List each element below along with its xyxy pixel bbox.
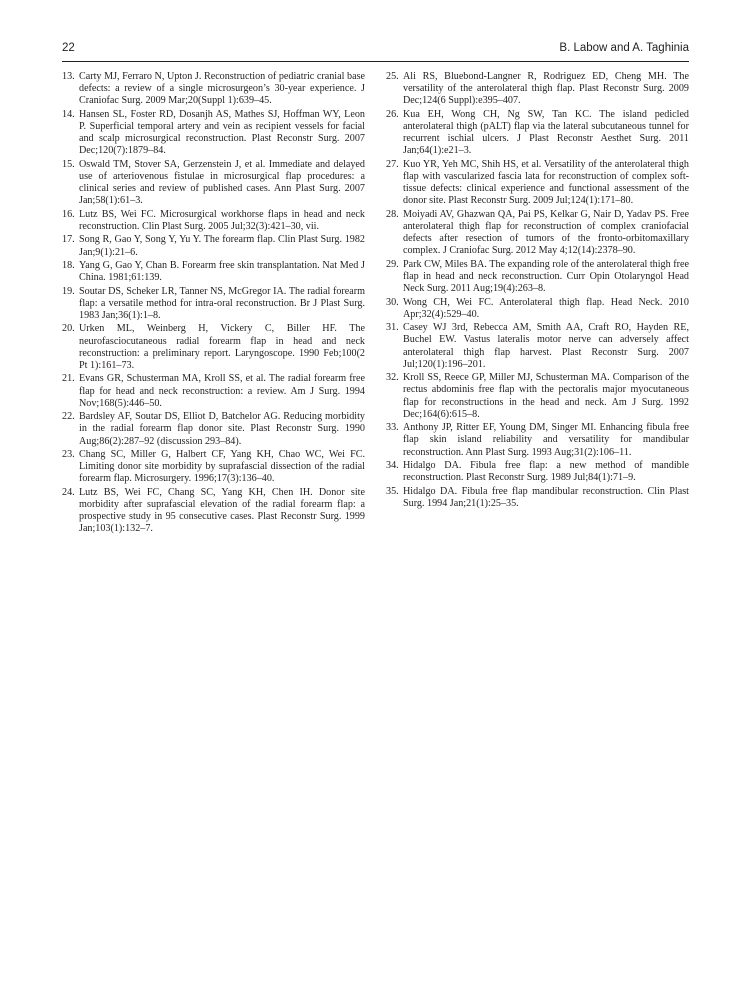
reference-text: Casey WJ 3rd, Rebecca AM, Smith AA, Craft RO, Hayden RE, Buchel EW. Vastus lateralis motor nerve can adversely affect anterolateral thigh flap harvest. Plast Reconstr Surg. 2007 Jul;120(1):196–201. <box>403 322 689 370</box>
reference-number: 19. <box>62 285 75 297</box>
reference-item <box>386 297 689 321</box>
reference-number: 15. <box>62 158 75 170</box>
reference-item <box>62 71 365 108</box>
reference-text: Kuo YR, Yeh MC, Shih HS, et al. Versatility of the anterolateral thigh flap with vascularized fascia lata for reconstruction of complex soft-tissue defects: clinical experience and functional assessment of the donor site. Plast Reconstr Surg. 2009 Jul;124(1):171–80. <box>403 158 689 207</box>
reference-number: 28. <box>386 208 399 220</box>
reference-item <box>62 234 365 258</box>
reference-item <box>62 159 365 208</box>
reference-text: Bardsley AF, Soutar DS, Elliot D, Batchelor AG. Reducing morbidity in the radial forearm flap donor site. Plast Reconstr Surg. 1990 Aug;86(2):287–92 (discussion 293–84). <box>79 411 365 447</box>
reference-item <box>62 323 365 372</box>
reference-text: Park CW, Miles BA. The expanding role of the anterolateral thigh free flap in head and neck reconstruction. Curr Opin Otolaryngol Head Neck Surg. 2011 Aug;19(4):263–8. <box>403 258 689 295</box>
reference-item <box>62 487 365 536</box>
reference-text: Hansen SL, Foster RD, Dosanjh AS, Mathes SJ, Hoffman WY, Leon P. Superficial temporal artery and vein as recipient vessels for facial and scalp microsurgical reconstruction. Plast Reconstr Surg. 2007 Dec;120(7):1879–84. <box>79 108 365 157</box>
reference-number: 32. <box>386 372 399 384</box>
reference-number: 25. <box>386 71 399 82</box>
reference-text: Yang G, Gao Y, Chan B. Forearm free skin transplantation. Nat Med J China. 1981;61:139. <box>79 259 365 284</box>
reference-item <box>386 460 689 484</box>
reference-text: Soutar DS, Scheker LR, Tanner NS, McGregor IA. The radial forearm flap: a versatile method for intra-oral reconstruction. Br J Plast Surg. 1983 Jan;36(1):1–8. <box>79 285 365 321</box>
reference-item <box>62 411 365 448</box>
reference-item <box>386 159 689 208</box>
running-head: B. Labow and A. Taghinia <box>559 42 689 54</box>
reference-text: Lutz BS, Wei FC, Chang SC, Yang KH, Chen IH. Donor site morbidity after suprafascial elevation of the radial forearm flap: a prospective study in 95 consecutive cases. Plast Reconstr Surg. 1999 Jan;103(1):132–7. <box>79 486 365 535</box>
reference-number: 24. <box>62 486 75 498</box>
reference-text: Chang SC, Miller G, Halbert CF, Yang KH, Chao WC, Wei FC. Limiting donor site morbidity by suprafascial dissection of the radial forearm flap. Microsurgery. 1996;17(3):136–40. <box>79 448 365 485</box>
reference-item <box>386 109 689 158</box>
reference-number: 23. <box>62 448 75 460</box>
reference-text: Oswald TM, Stover SA, Gerzenstein J, et al. Immediate and delayed use of arteriovenous fistulae in microsurgical flap procedures: a clinical series and review of published cases. Ann Plast Surg. 2007 Jan;58(1):61–3. <box>79 158 365 207</box>
reference-item <box>62 373 365 410</box>
reference-text: Wong CH, Wei FC. Anterolateral thigh flap. Head Neck. 2010 Apr;32(4):529–40. <box>403 296 689 320</box>
reference-item <box>62 260 365 284</box>
reference-text: Hidalgo DA. Fibula free flap: a new method of mandible reconstruction. Plast Reconstr Surg. 1989 Jul;84(1):71–9. <box>403 459 689 484</box>
reference-text: Ali RS, Bluebond-Langner R, Rodriguez ED, Cheng MH. The versatility of the anterolateral thigh flap. Plast Reconstr Surg. 2009 Dec;124(6 Suppl):e395–407. <box>403 71 689 107</box>
reference-item <box>62 209 365 233</box>
reference-item <box>62 109 365 158</box>
reference-number: 17. <box>62 234 75 246</box>
reference-text: Urken ML, Weinberg H, Vickery C, Biller HF. The neurofasciocutaneous radial forearm flap in head and neck reconstruction: a preliminary report. Laryngoscope. 1990 Feb;100(2 Pt 1):161–73. <box>79 323 365 371</box>
reference-text: Moiyadi AV, Ghazwan QA, Pai PS, Kelkar G, Nair D, Yadav PS. Free anterolateral thigh flap for reconstruction of complex craniofacial defects after resection of tumors of the fronto-orbitomaxillary complex. J Craniofac Surg. 2012 May 4;12(14):2378–90. <box>403 208 689 257</box>
reference-number: 14. <box>62 108 75 120</box>
reference-number: 30. <box>386 296 399 308</box>
reference-text: Evans GR, Schusterman MA, Kroll SS, et al. The radial forearm free flap for head and neck reconstruction: a review. Am J Surg. 1994 Nov;168(5):446–50. <box>79 373 365 409</box>
page-header <box>62 40 689 60</box>
reference-number: 27. <box>386 158 399 170</box>
reference-number: 13. <box>62 71 75 82</box>
reference-item <box>62 449 365 486</box>
reference-list-left <box>62 71 365 537</box>
reference-number: 34. <box>386 459 399 471</box>
reference-item <box>386 209 689 258</box>
reference-item <box>386 71 689 108</box>
reference-number: 35. <box>386 485 399 497</box>
reference-text: Lutz BS, Wei FC. Microsurgical workhorse flaps in head and neck reconstruction. Clin Plast Surg. 2005 Jul;32(3):421–30, vii. <box>79 208 365 232</box>
reference-item <box>386 422 689 459</box>
reference-columns <box>62 71 689 537</box>
reference-text: Song R, Gao Y, Song Y, Yu Y. The forearm flap. Clin Plast Surg. 1982 Jan;9(1):21–6. <box>79 234 365 258</box>
reference-number: 21. <box>62 373 75 385</box>
reference-number: 26. <box>386 108 399 120</box>
reference-number: 29. <box>386 258 399 270</box>
reference-number: 22. <box>62 411 75 423</box>
reference-item <box>62 286 365 323</box>
reference-item <box>386 322 689 371</box>
reference-number: 33. <box>386 422 399 434</box>
header-rule <box>62 61 689 62</box>
reference-text: Kua EH, Wong CH, Ng SW, Tan KC. The island pedicled anterolateral thigh (pALT) flap via the lateral subcutaneous tunnel for recurrent ischial ulcers. J Plast Reconstr Aesthet Surg. 2011 Jan;64(1):e21–3. <box>403 108 689 157</box>
reference-item <box>386 259 689 296</box>
reference-number: 20. <box>62 323 75 335</box>
reference-number: 31. <box>386 322 399 334</box>
reference-item <box>386 372 689 421</box>
page-number: 22 <box>62 42 75 54</box>
reference-number: 16. <box>62 208 75 220</box>
reference-text: Kroll SS, Reece GP, Miller MJ, Schusterman MA. Comparison of the rectus abdominis free flap with the pectoralis major myocutaneous flap for reconstructions in the head and neck. Am J Surg. 1992 Dec;164(6):615–8. <box>403 372 689 420</box>
reference-text: Carty MJ, Ferraro N, Upton J. Reconstruction of pediatric cranial base defects: a review of a single microsurgeon’s 30-year experience. J Craniofac Surg. 2009 Mar;20(Suppl 1):639–45. <box>79 71 365 107</box>
reference-list-right <box>386 71 689 537</box>
reference-number: 18. <box>62 259 75 271</box>
reference-item <box>386 486 689 510</box>
reference-text: Hidalgo DA. Fibula free flap mandibular reconstruction. Clin Plast Surg. 1994 Jan;21(1):25–35. <box>403 485 689 509</box>
reference-text: Anthony JP, Ritter EF, Young DM, Singer MI. Enhancing fibula free flap skin island reliability and versatility for mandibular reconstruction. Ann Plast Surg. 1993 Aug;31(2):106–11. <box>403 422 689 458</box>
